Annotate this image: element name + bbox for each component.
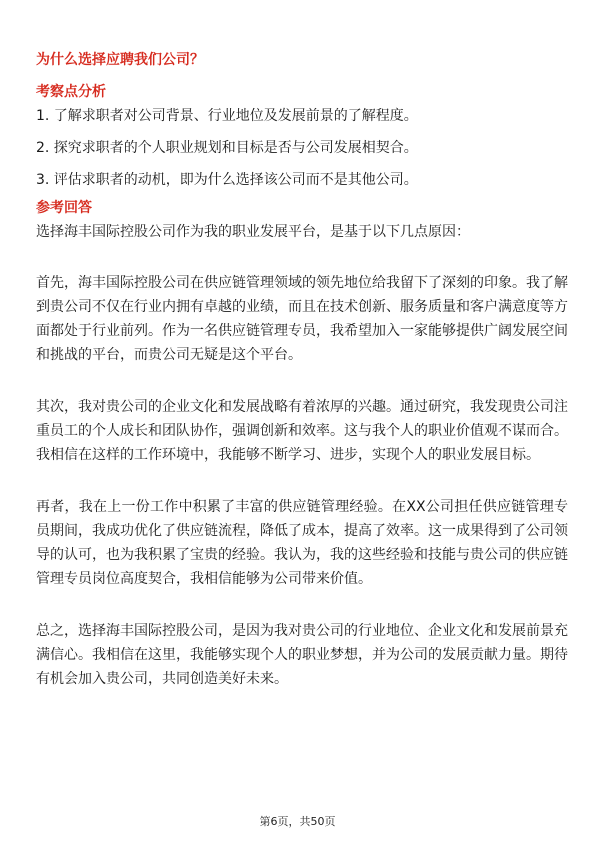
answer-paragraph-3: 再者，我在上一份工作中积累了丰富的供应链管理经验。在XX公司担任供应链管理专员期间，我成功优化了供应链流程，降低了成本，提高了效率。这一成果得到了公司领导的认可，也为我积累了宝贵的经验。我认为，我的这些经验和技能与贵公司的供应链管理专员岗位高度契合，我相信能够为公司带来价值。 [36,499,568,587]
answer-paragraph-1: 首先，海丰国际控股公司在供应链管理领域的领先地位给我留下了深刻的印象。我了解到贵公司不仅在行业内拥有卓越的业绩，而且在技术创新、服务质量和客户满意度等方面都处于行业前列。作为一名供应链管理专员，我希望加入一家能够提供广阔发展空间和挑战的平台，而贵公司无疑是这个平台。 [36,275,568,363]
page-number-footer: 第6页，共50页 [259,815,336,828]
page-content [36,49,568,719]
analysis-point: 1. 了解求职者对公司背景、行业地位及发展前景的了解程度。 [36,108,418,124]
answer-paragraph-4: 总之，选择海丰国际控股公司，是因为我对贵公司的行业地位、企业文化和发展前景充满信心。我相信在这里，我能够实现个人的职业梦想，并为公司的发展贡献力量。期待有机会加入贵公司，共同创造美好未来。 [36,623,568,687]
analysis-points-list [36,105,568,191]
answer-intro: 选择海丰国际控股公司作为我的职业发展平台，是基于以下几点原因： [36,224,470,240]
question-heading: 为什么选择应聘我们公司？ [36,52,204,68]
analysis-point: 2. 探究求职者的个人职业规划和目标是否与公司发展相契合。 [36,140,418,156]
analysis-heading: 考察点分析 [36,84,106,100]
analysis-point: 3. 评估求职者的动机，即为什么选择该公司而不是其他公司。 [36,172,418,188]
answer-heading: 参考回答 [36,200,92,216]
answer-paragraph-2: 其次，我对贵公司的企业文化和发展战略有着浓厚的兴趣。通过研究，我发现贵公司注重员工的个人成长和团队协作，强调创新和效率。这与我个人的职业价值观不谋而合。我相信在这样的工作环境中，我能够不断学习、进步，实现个人的职业发展目标。 [36,399,568,463]
